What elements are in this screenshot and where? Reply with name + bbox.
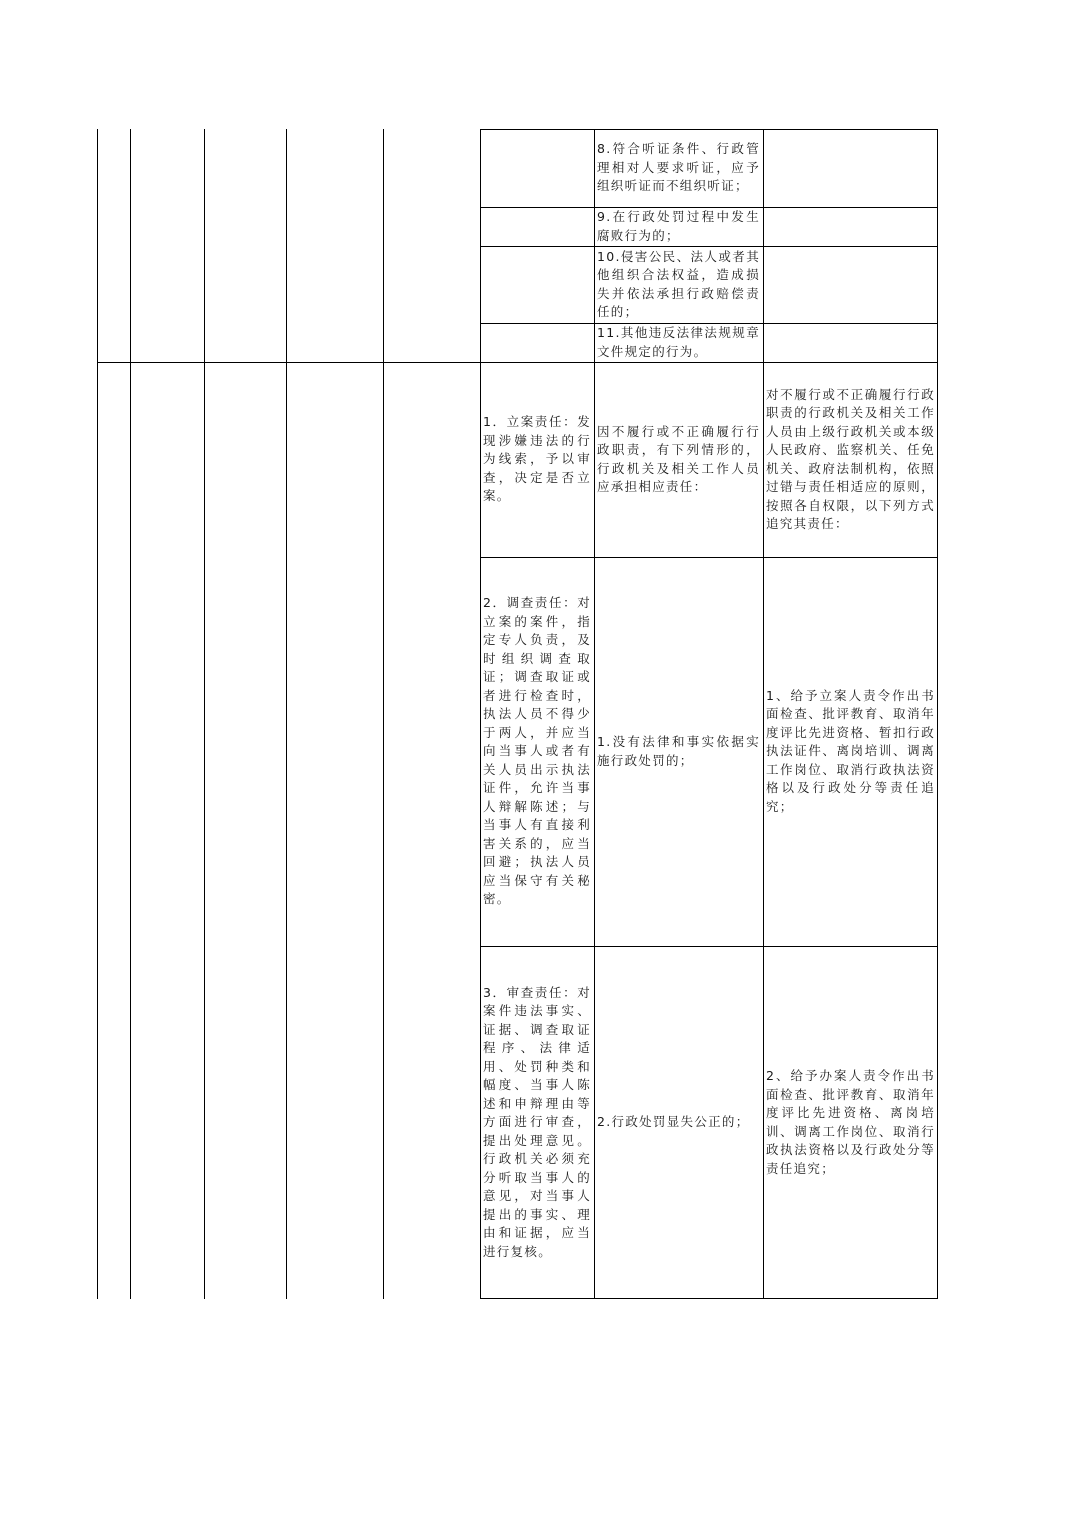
- column-line-3: [204, 129, 205, 1299]
- table-row: [594, 557, 763, 946]
- table-row: [480, 323, 594, 362]
- table-row: [763, 323, 938, 362]
- table-row: [763, 362, 938, 557]
- accountability-cell: 对不履行或不正确履行行政职责的行政机关及相关工作人员由上级行政机关或本级人民政府、监察机关、任免机关、政府法制机构，依照过错与责任相适应的原则，按照各自权限，以下列方式追究其责任：: [766, 386, 935, 531]
- column-line-5: [383, 129, 384, 1299]
- situation-cell: 8.符合听证条件、行政管理相对人要求听证，应予组织听证而不组织听证；: [597, 141, 760, 194]
- table-row: [594, 129, 763, 207]
- situation-cell: 1.没有法律和事实依据实施行政处罚的；: [597, 734, 760, 768]
- table-row: [763, 557, 938, 946]
- row-divider-left: [97, 362, 481, 363]
- table-row: [594, 207, 763, 246]
- responsibility-table: [480, 129, 938, 1299]
- responsibility-cell: 1．立案责任：发现涉嫌违法的行为线索，予以审查，决定是否立案。: [483, 414, 591, 504]
- table-row: [480, 129, 594, 207]
- table-row: [763, 946, 938, 1299]
- column-line-1: [97, 129, 98, 1299]
- situation-cell: 2.行政处罚显失公正的；: [597, 1114, 750, 1130]
- table-row: [594, 362, 763, 557]
- table-row: [763, 129, 938, 207]
- table-row: [763, 246, 938, 323]
- responsibility-cell: 2．调查责任：对立案的案件，指定专人负责，及时组织调查取证；调查取证或者进行检查时，执法人员不得少于两人，并应当向当事人或者有关人员出示执法证件，允许当事人辩解陈述；与当事人有直接利害关系的，应当回避；执法人员应当保守有关秘密。: [483, 595, 591, 907]
- situation-cell: 11.其他违反法律法规规章文件规定的行为。: [597, 325, 760, 359]
- responsibility-cell: 3．审查责任：对案件违法事实、证据、调查取证程序、法律适用、处罚种类和幅度、当事人陈述和申辩理由等方面进行审查，提出处理意见。行政机关必须充分听取当事人的意见，对当事人提出的事实、理由和证据，应当进行复核。: [483, 984, 591, 1259]
- table-row: [480, 207, 594, 246]
- table-row: [594, 323, 763, 362]
- table-row: [480, 557, 594, 946]
- situation-cell: 10.侵害公民、法人或者其他组织合法权益，造成损失并依法承担行政赔偿责任的；: [597, 248, 760, 319]
- table-row: [594, 246, 763, 323]
- table-row: [480, 246, 594, 323]
- situation-cell: 因不履行或不正确履行行政职责，有下列情形的，行政机关及相关工作人员应承担相应责任：: [597, 423, 760, 494]
- table-row: [763, 207, 938, 246]
- situation-cell: 9.在行政处罚过程中发生腐败行为的；: [597, 209, 760, 243]
- table-row: [594, 946, 763, 1299]
- accountability-cell: 2、给予办案人责令作出书面检查、批评教育、取消年度评比先进资格、离岗培训、调离工作岗位、取消行政执法资格以及行政处分等责任追究；: [766, 1068, 935, 1176]
- column-line-2: [130, 129, 131, 1299]
- table-row: [480, 362, 594, 557]
- accountability-cell: 1、给予立案人责令作出书面检查、批评教育、取消年度评比先进资格、暂扣行政执法证件、离岗培训、调离工作岗位、取消行政执法资格以及行政处分等责任追究；: [766, 687, 935, 814]
- column-line-4: [286, 129, 287, 1299]
- table-row: [480, 946, 594, 1299]
